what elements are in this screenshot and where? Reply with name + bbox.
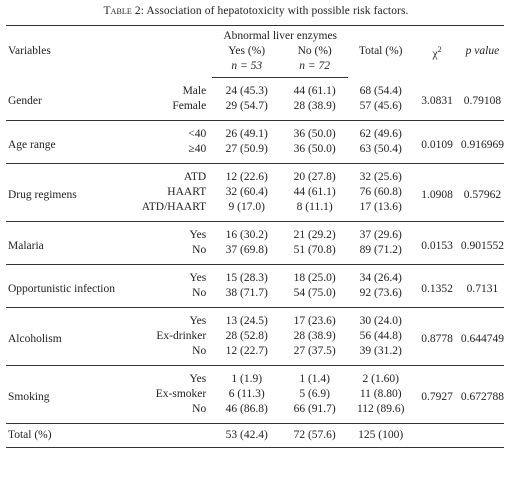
- no-cell: 36 (50.0): [293, 143, 336, 155]
- total-label: Total (%): [6, 424, 136, 448]
- yes-cell: 32 (60.4): [225, 186, 268, 198]
- no-cell: 1 (1.4): [281, 366, 348, 388]
- header-p-value: p value: [461, 26, 504, 78]
- header-total: Total (%): [348, 26, 413, 78]
- header-chi-square: [413, 26, 461, 78]
- level-label: Ex-drinker: [156, 330, 207, 342]
- total-cell: 92 (73.6): [359, 287, 402, 299]
- no-cell: 36 (50.0): [281, 121, 348, 143]
- yes-cell: 1 (1.9): [212, 366, 281, 388]
- no-cell: 44 (61.1): [293, 186, 336, 198]
- level-label: No: [192, 345, 207, 357]
- table-header: [6, 26, 504, 78]
- yes-cell: 12 (22.6): [212, 164, 281, 186]
- table-row: [6, 164, 504, 186]
- table-row: [6, 265, 504, 287]
- variable-name: Opportunistic infection: [6, 265, 136, 308]
- yes-cell: 9 (17.0): [228, 201, 265, 213]
- header-yes-n: n = 53: [212, 59, 281, 78]
- level-label: Male: [182, 84, 207, 97]
- level-label: No: [192, 287, 207, 299]
- yes-cell: 29 (54.7): [225, 100, 268, 112]
- p-value: 0.916969: [461, 121, 504, 164]
- level-label: HAART: [167, 186, 207, 198]
- level-label: Yes: [136, 366, 212, 388]
- level-label: ≥40: [188, 143, 207, 155]
- total-chi-blank: [413, 424, 461, 448]
- total-cell: 56 (44.8): [359, 330, 402, 342]
- yes-cell: 13 (24.5): [212, 308, 281, 330]
- caption-label: Table 2:: [103, 5, 145, 17]
- total-p-blank: [461, 424, 504, 448]
- yes-cell: 6 (11.3): [228, 388, 265, 400]
- level-label: ATD/HAART: [141, 201, 207, 213]
- variable-name: Drug regimens: [6, 164, 136, 222]
- total-cell: 76 (60.8): [359, 186, 402, 198]
- no-cell: 18 (25.0): [281, 265, 348, 287]
- yes-cell: 24 (45.3): [225, 85, 268, 97]
- total-cell: 68 (54.4): [359, 84, 402, 97]
- table-row: [6, 308, 504, 330]
- yes-cell: 28 (52.8): [225, 330, 268, 342]
- total-cell: 62 (49.6): [348, 121, 413, 143]
- p-value: 0.644749: [461, 308, 504, 366]
- level-label: Ex-smoker: [155, 388, 207, 400]
- total-no: 72 (57.6): [281, 424, 348, 448]
- table-row: [6, 366, 504, 388]
- chi-square-value: 0.0153: [413, 222, 461, 265]
- total-cell: 30 (24.0): [348, 308, 413, 330]
- results-table: [6, 25, 504, 448]
- table-row: [6, 121, 504, 143]
- table-row: [6, 222, 504, 244]
- total-level-blank: [136, 424, 212, 448]
- total-cell: 34 (26.4): [348, 265, 413, 287]
- no-cell: 21 (29.2): [281, 222, 348, 244]
- chi-square-value: 3.0831: [421, 95, 453, 108]
- total-cell: 112 (89.6): [356, 403, 405, 415]
- p-value: 0.901552: [461, 222, 504, 265]
- chi-square-value: 1.0908: [413, 164, 461, 222]
- table-caption: [0, 5, 512, 17]
- yes-cell: 12 (22.7): [225, 345, 268, 357]
- chi-square-value: 0.8778: [413, 308, 461, 366]
- header-yes: Yes (%): [228, 45, 266, 57]
- total-cell: 89 (71.2): [359, 244, 402, 256]
- yes-cell: 15 (28.3): [212, 265, 281, 287]
- total-cell: 37 (29.6): [348, 222, 413, 244]
- variable-name: Smoking: [6, 366, 136, 424]
- yes-cell: 27 (50.9): [225, 143, 268, 155]
- no-cell: 17 (23.6): [281, 308, 348, 330]
- no-cell: 27 (37.5): [293, 345, 336, 357]
- total-row: [6, 424, 504, 448]
- variable-name: Age range: [6, 121, 136, 164]
- p-value: 0.7131: [461, 265, 504, 308]
- no-cell: 44 (61.1): [293, 85, 336, 97]
- chi-square-value: 0.0109: [413, 121, 461, 164]
- variable-name: Alcoholism: [6, 308, 136, 366]
- yes-cell: 26 (49.1): [212, 121, 281, 143]
- no-cell: 8 (11.1): [296, 201, 333, 213]
- no-cell: 28 (38.9): [293, 330, 336, 342]
- no-cell: 20 (27.8): [281, 164, 348, 186]
- level-label: Female: [172, 100, 207, 112]
- header-variables: Variables: [6, 26, 136, 78]
- total-cell: 57 (45.6): [359, 100, 402, 112]
- total-cell: 2 (1.60): [348, 366, 413, 388]
- total-yes: 53 (42.4): [212, 424, 281, 448]
- chi-square-value: 0.1352: [413, 265, 461, 308]
- table-body: [6, 78, 504, 448]
- p-value: 0.79108: [463, 95, 502, 108]
- total-cell: 11 (8.80): [359, 388, 402, 400]
- chi-superscript: 2: [437, 44, 442, 54]
- yes-cell: 46 (86.8): [225, 403, 268, 415]
- table-row: [6, 78, 504, 100]
- chi-symbol: χ: [432, 47, 438, 60]
- total-cell: 39 (31.2): [359, 345, 402, 357]
- header-no: No (%): [297, 45, 332, 57]
- p-value: 0.57962: [461, 164, 504, 222]
- no-cell: 54 (75.0): [293, 287, 336, 299]
- yes-cell: 16 (30.2): [212, 222, 281, 244]
- no-cell: 51 (70.8): [293, 244, 336, 256]
- total-cell: 17 (13.6): [359, 201, 402, 213]
- yes-cell: 37 (69.8): [225, 244, 268, 256]
- variable-name: Malaria: [6, 222, 136, 265]
- level-label: ATD: [136, 164, 212, 186]
- no-cell: 28 (38.9): [293, 100, 336, 112]
- level-label: No: [192, 403, 207, 415]
- level-label: Yes: [136, 265, 212, 287]
- chi-square-value: 0.7927: [413, 366, 461, 424]
- level-label: Yes: [136, 308, 212, 330]
- total-cell: 32 (25.6): [348, 164, 413, 186]
- caption-text: Association of hepatotoxicity with possible risk factors.: [146, 5, 409, 17]
- no-cell: 66 (91.7): [293, 403, 336, 415]
- level-label: Yes: [136, 222, 212, 244]
- header-abnormal-enzymes: Abnormal liver enzymes: [212, 26, 348, 45]
- header-no-n: n = 72: [281, 59, 348, 78]
- p-value: 0.672788: [461, 366, 504, 424]
- total-cell: 63 (50.4): [359, 143, 402, 155]
- level-label: No: [192, 244, 207, 256]
- yes-cell: 38 (71.7): [225, 287, 268, 299]
- total-total: 125 (100): [348, 424, 413, 448]
- variable-name: Gender: [8, 95, 42, 108]
- level-label: <40: [136, 121, 212, 143]
- no-cell: 5 (6.9): [299, 388, 330, 400]
